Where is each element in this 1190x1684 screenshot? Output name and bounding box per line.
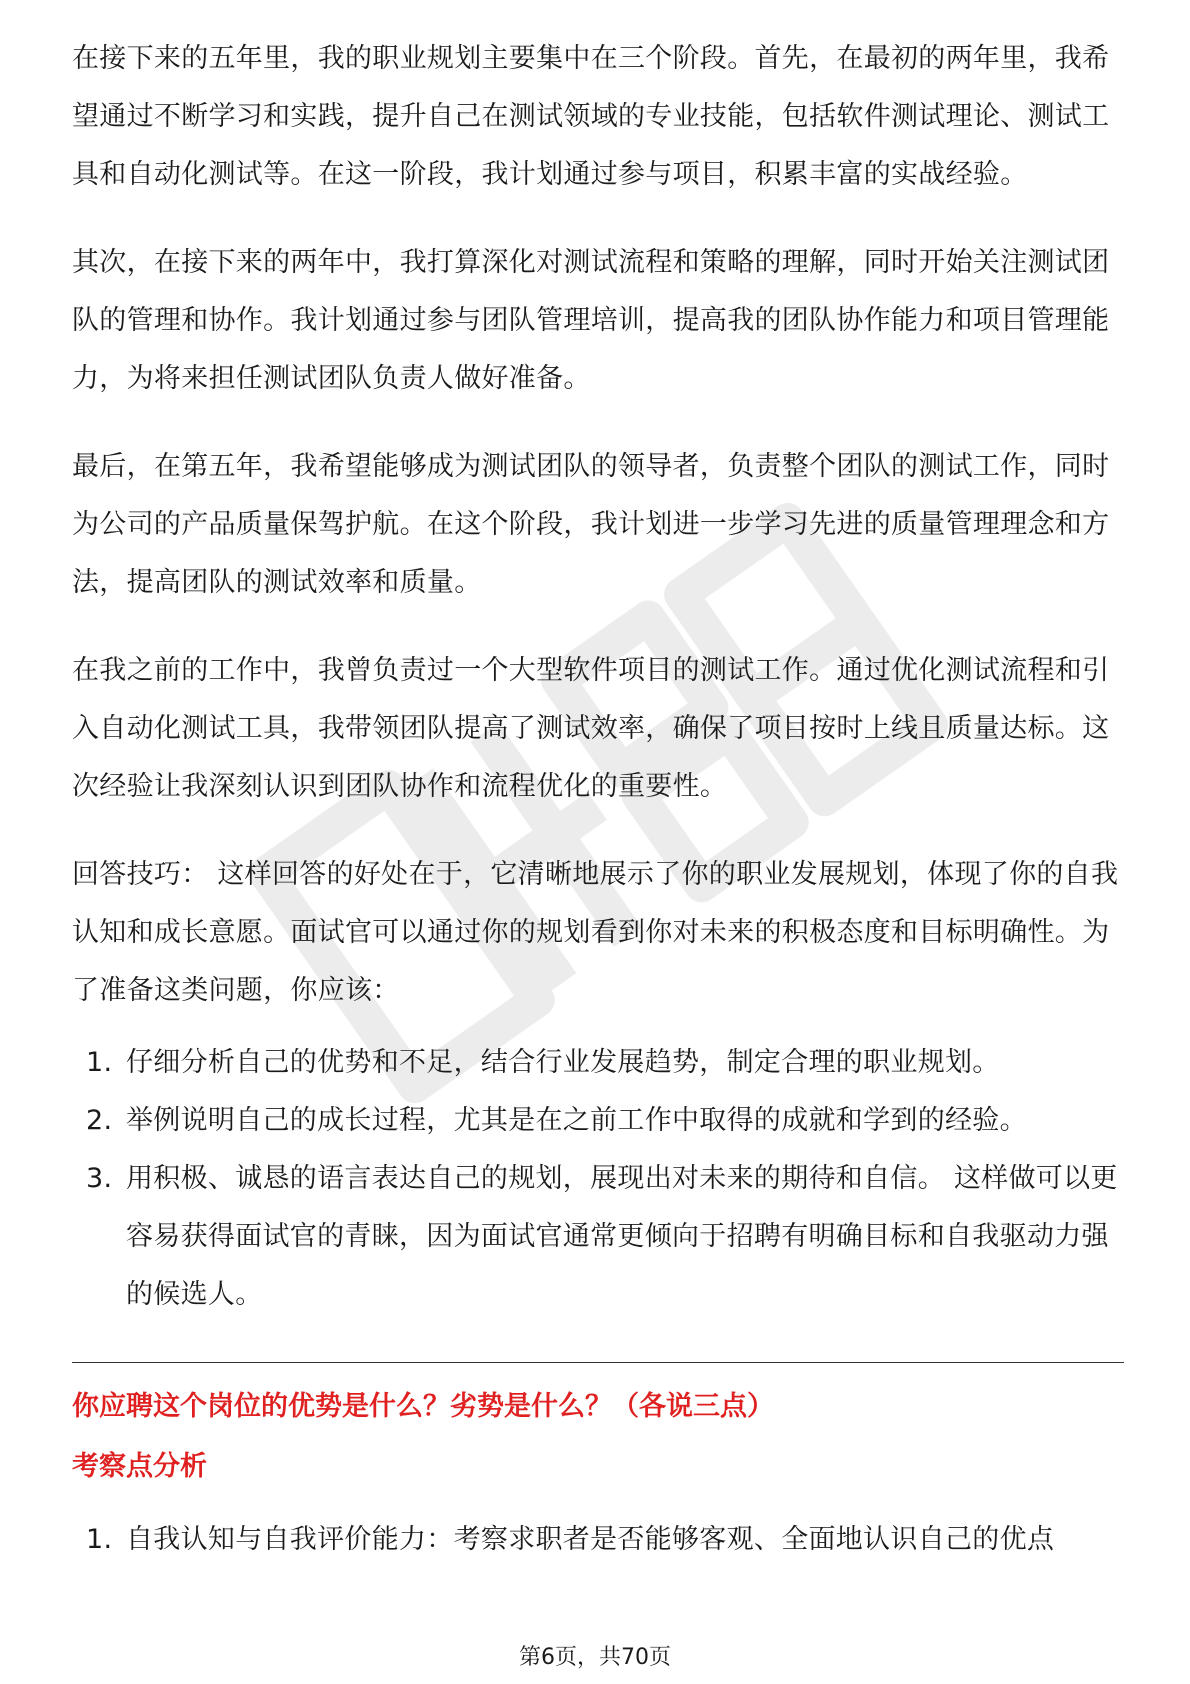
page-footer: 第6页，共70页 bbox=[519, 1645, 671, 1670]
list-number: 3. bbox=[86, 1163, 113, 1194]
list-item bbox=[72, 1092, 1124, 1150]
list-number: 1. bbox=[86, 1524, 113, 1555]
analysis-subtitle: 考察点分析 bbox=[72, 1451, 207, 1482]
paragraph-answer-tips: 回答技巧： 这样回答的好处在于，它清晰地展示了你的职业发展规划，体现了你的自我认知和成长意愿。面试官可以通过你的规划看到你对未来的积极态度和目标明确性。为了准备这类问题，你应该： bbox=[72, 859, 1119, 1006]
list-item bbox=[72, 1511, 1124, 1569]
question-title: 你应聘这个岗位的优势是什么？劣势是什么？（各说三点） bbox=[72, 1391, 774, 1422]
list-item bbox=[72, 1034, 1124, 1092]
paragraph-career-plan-intro: 在接下来的五年里，我的职业规划主要集中在三个阶段。首先，在最初的两年里，我希望通过不断学习和实践，提升自己在测试领域的专业技能，包括软件测试理论、测试工具和自动化测试等。在这一阶段，我计划通过参与项目，积累丰富的实战经验。 bbox=[72, 43, 1110, 190]
list-number: 1. bbox=[86, 1047, 113, 1078]
list-item bbox=[72, 1150, 1124, 1324]
paragraph-career-plan-stage3: 最后，在第五年，我希望能够成为测试团队的领导者，负责整个团队的测试工作，同时为公司的产品质量保驾护航。在这个阶段，我计划进一步学习先进的质量管理理念和方法，提高团队的测试效率和质量。 bbox=[72, 451, 1110, 598]
list-item-text: 举例说明自己的成长过程，尤其是在之前工作中取得的成就和学到的经验。 bbox=[126, 1105, 1027, 1136]
analysis-points-list bbox=[72, 1511, 1124, 1569]
paragraph-past-experience: 在我之前的工作中，我曾负责过一个大型软件项目的测试工作。通过优化测试流程和引入自动化测试工具，我带领团队提高了测试效率，确保了项目按时上线且质量达标。这次经验让我深刻认识到团队协作和流程优化的重要性。 bbox=[72, 655, 1110, 802]
list-item-text: 用积极、诚恳的语言表达自己的规划，展现出对未来的期待和自信。 这样做可以更容易获得面试官的青睐，因为面试官通常更倾向于招聘有明确目标和自我驱动力强的候选人。 bbox=[126, 1163, 1118, 1310]
section-divider bbox=[72, 1362, 1124, 1363]
list-number: 2. bbox=[86, 1105, 113, 1136]
main-content bbox=[72, 30, 1124, 1569]
paragraph-career-plan-stage2: 其次，在接下来的两年中，我打算深化对测试流程和策略的理解，同时开始关注测试团队的管理和协作。我计划通过参与团队管理培训，提高我的团队协作能力和项目管理能力，为将来担任测试团队负责人做好准备。 bbox=[72, 247, 1110, 394]
list-item-text: 仔细分析自己的优势和不足，结合行业发展趋势，制定合理的职业规划。 bbox=[126, 1047, 1000, 1078]
list-item-text: 自我认知与自我评价能力：考察求职者是否能够客观、全面地认识自己的优点 bbox=[126, 1524, 1055, 1555]
tips-list bbox=[72, 1034, 1124, 1324]
